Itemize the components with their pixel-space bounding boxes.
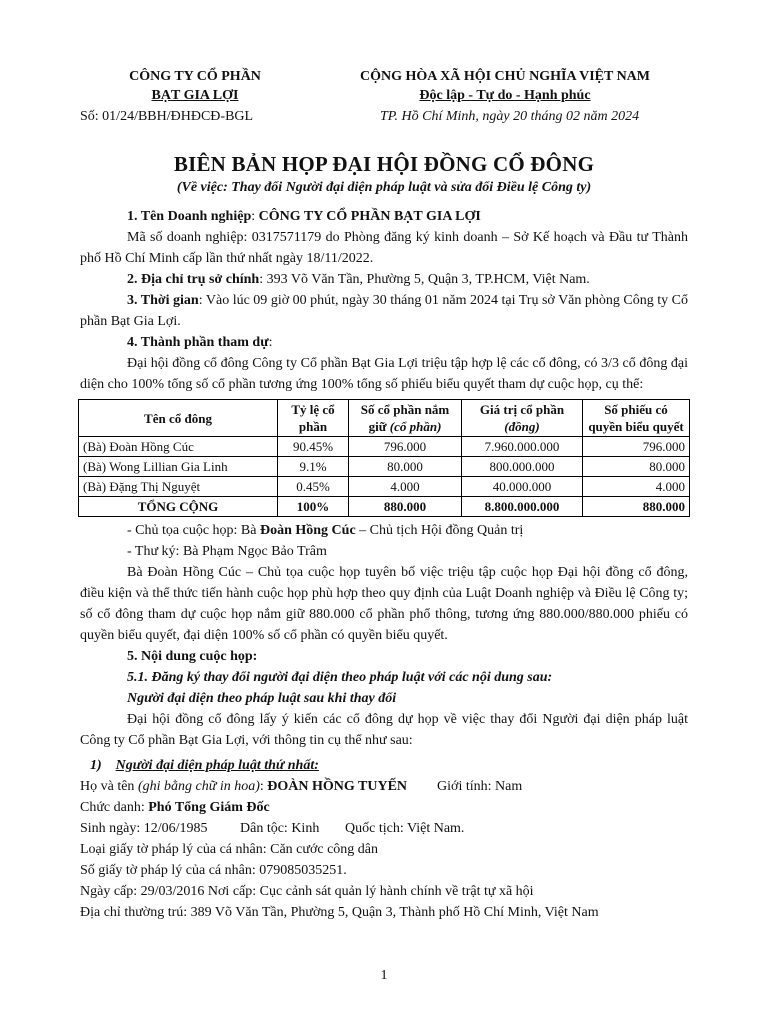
col-header-votes: Số phiếu có quyền biểu quyết	[583, 400, 690, 437]
total-label: TỔNG CỘNG	[79, 497, 278, 517]
total-votes: 880.000	[583, 497, 690, 517]
company-full-name: CÔNG TY CỔ PHẦN BẠT GIA LỢI	[258, 209, 481, 224]
section-1-label: 1. Tên Doanh nghiệp	[127, 209, 252, 224]
company-name-line2: BẠT GIA LỢI	[151, 88, 239, 103]
chair-statement: Bà Đoàn Hồng Cúc – Chủ tọa cuộc họp tuyên bố việc triệu tập cuộc họp Đại hội đồng cổ đông, điều kiện và thể thức tiến hành cuộc họp phù hợp theo quy định của Luật Doanh nghiệp và Điều lệ Công ty; số cổ đông tham dự cuộc họp nắm giữ 880.000 cổ phần phổ thông, tương ứng 880.000/880.000 phiếu có quyền biểu quyết, đại diện 100% số cổ phần có quyền biểu quyết.	[80, 565, 688, 643]
section-4-label: 4. Thành phần tham dự	[127, 335, 269, 350]
col-header-name: Tên cổ đông	[79, 400, 278, 437]
section-5-1-heading: 5.1. Đăng ký thay đổi người đại diện theo pháp luật với các nội dung sau:	[127, 670, 553, 685]
share-ratio: 90.45%	[278, 437, 349, 457]
section-2-label: 2. Địa chỉ trụ sở chính	[127, 272, 260, 287]
section-1: 1. Tên Doanh nghiệp: CÔNG TY CỔ PHẦN BẠT GIA LỢI	[127, 209, 481, 224]
rep-name-line: Họ và tên (ghi bằng chữ in hoa): ĐOÀN HỒNG TUYẾN Giới tính: Nam	[80, 779, 523, 794]
enterprise-code-paragraph: Mã số doanh nghiệp: 0317571179 do Phòng đăng ký kinh doanh – Sở Kế hoạch và Đầu tư Thành phố Hồ Chí Minh cấp lần thứ nhất ngày 18/11/2022.	[80, 230, 688, 266]
table-row	[79, 477, 690, 497]
representative-heading-text: Người đại diện pháp luật thứ nhất:	[115, 758, 319, 773]
vote-count: 80.000	[583, 457, 690, 477]
total-value: 8.800.000.000	[462, 497, 583, 517]
section-5-intro: Đại hội đồng cổ đông lấy ý kiến các cổ đông dự họp về việc thay đổi Người đại diện pháp luật Công ty Cổ phần Bạt Gia Lợi, với thông tin cụ thể như sau:	[80, 712, 688, 748]
secretary-line: - Thư ký: Bà Phạm Ngọc Bảo Trâm	[127, 544, 327, 559]
share-ratio: 9.1%	[278, 457, 349, 477]
rep-name: ĐOÀN HỒNG TUYẾN	[267, 779, 408, 794]
share-ratio: 0.45%	[278, 477, 349, 497]
section-2	[80, 269, 688, 290]
attendance-paragraph: Đại hội đồng cổ đông Công ty Cổ phần Bạt Gia Lợi triệu tập hợp lệ các cổ đông, có 3/3 cổ đông đại diện cho 100% tổng số cổ phần tương ứng 100% tổng số phiếu biểu quyết tham dự cuộc họp, cụ thể:	[80, 356, 688, 392]
rep-nationality: Quốc tịch: Việt Nam.	[345, 821, 465, 836]
shareholder-name: (Bà) Wong Lillian Gia Linh	[79, 457, 278, 477]
company-name-line1: CÔNG TY CỔ PHẦN	[129, 69, 261, 84]
national-motto-line2: Độc lập - Tự do - Hạnh phúc	[419, 88, 591, 103]
shareholder-table	[78, 399, 690, 517]
document-title: BIÊN BẢN HỌP ĐẠI HỘI ĐỒNG CỔ ĐÔNG	[173, 152, 595, 176]
document-subtitle: (Về việc: Thay đổi Người đại diện pháp luật và sửa đổi Điều lệ Công ty)	[176, 180, 592, 195]
share-count: 80.000	[349, 457, 462, 477]
rep-id-type: Loại giấy tờ pháp lý của cá nhân: Căn cước công dân	[80, 842, 379, 857]
rep-address: Địa chỉ thường trú: 389 Võ Văn Tần, Phường 5, Quận 3, Thành phố Hồ Chí Minh, Việt Nam	[80, 905, 599, 920]
company-header	[95, 67, 295, 105]
national-motto-line1: CỘNG HÒA XÃ HỘI CHỦ NGHĨA VIỆT NAM	[359, 69, 650, 84]
share-count: 4.000	[349, 477, 462, 497]
rep-title: Phó Tổng Giám Đốc	[148, 800, 270, 815]
section-3-label: 3. Thời gian	[127, 293, 199, 308]
col-header-value: Giá trị cổ phần (đồng)	[462, 400, 583, 437]
share-count: 796.000	[349, 437, 462, 457]
total-ratio: 100%	[278, 497, 349, 517]
section-3	[80, 290, 688, 332]
rep-dob-line	[80, 818, 688, 839]
rep-id-number: Số giấy tờ pháp lý của cá nhân: 079085035251.	[80, 863, 347, 878]
representative-heading: 1) Người đại diện pháp luật thứ nhất:	[90, 758, 319, 773]
vote-count: 796.000	[583, 437, 690, 457]
table-header-row	[79, 400, 690, 437]
document-body	[80, 206, 688, 923]
table-row	[79, 457, 690, 477]
section-4: 4. Thành phần tham dự:	[127, 335, 273, 350]
rep-dob: Sinh ngày: 12/06/1985	[80, 821, 208, 836]
document-number: Số: 01/24/BBH/ĐHĐCĐ-BGL	[80, 109, 254, 124]
meeting-time: : Vào lúc 09 giờ 00 phút, ngày 30 tháng 01 năm 2024 tại Trụ sở Văn phòng Công ty Cổ phần Bạt Gia Lợi.	[80, 293, 688, 329]
share-value: 40.000.000	[462, 477, 583, 497]
page-number: 1	[380, 968, 388, 983]
shareholder-name: (Bà) Đoàn Hồng Cúc	[79, 437, 278, 457]
rep-id-issue: Ngày cấp: 29/03/2016 Nơi cấp: Cục cảnh sát quản lý hành chính về trật tự xã hội	[80, 884, 534, 899]
share-value: 800.000.000	[462, 457, 583, 477]
rep-ethnicity: Dân tộc: Kinh	[240, 821, 320, 836]
rep-title-line: Chức danh: Phó Tổng Giám Đốc	[80, 800, 270, 815]
place-date: TP. Hồ Chí Minh, ngày 20 tháng 02 năm 2024	[380, 109, 640, 124]
section-5-heading: 5. Nội dung cuộc họp:	[127, 649, 258, 664]
share-value: 7.960.000.000	[462, 437, 583, 457]
total-shares: 880.000	[349, 497, 462, 517]
table-total-row	[79, 497, 690, 517]
vote-count: 4.000	[583, 477, 690, 497]
shareholder-name: (Bà) Đặng Thị Nguyệt	[79, 477, 278, 497]
chairperson-line: - Chủ tọa cuộc họp: Bà Đoàn Hồng Cúc – Chủ tịch Hội đồng Quản trị	[127, 523, 524, 538]
col-header-ratio: Tỷ lệ cổ phần	[278, 400, 349, 437]
section-5-1-subheading: Người đại diện theo pháp luật sau khi thay đổi	[127, 691, 397, 706]
col-header-shares: Số cổ phần nắm giữ (cổ phần)	[349, 400, 462, 437]
table-row	[79, 437, 690, 457]
national-header	[320, 67, 690, 105]
head-office-address: : 393 Võ Văn Tần, Phường 5, Quận 3, TP.HCM, Việt Nam.	[259, 272, 590, 287]
chairperson-name: Đoàn Hồng Cúc	[259, 523, 356, 538]
rep-gender: Giới tính: Nam	[437, 779, 523, 794]
